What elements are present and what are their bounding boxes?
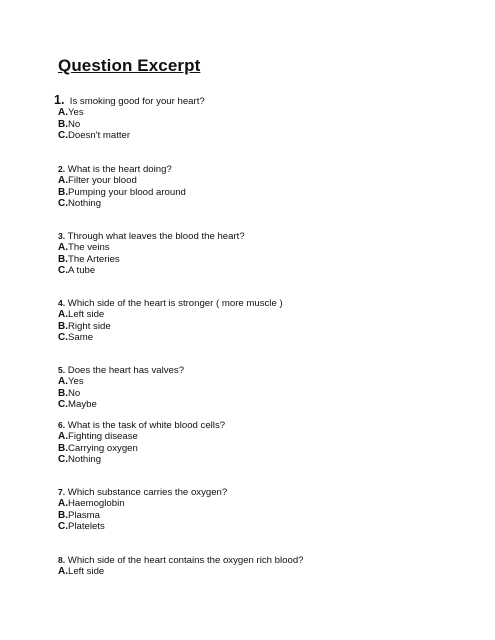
question-8 bbox=[58, 555, 304, 578]
question-1 bbox=[54, 93, 205, 142]
question-text: Is smoking good for your heart? bbox=[69, 96, 205, 107]
option-b: B.Right side bbox=[58, 320, 111, 332]
question-text: Which substance carries the oxygen? bbox=[67, 487, 228, 498]
option-c: C.Nothing bbox=[58, 198, 102, 210]
option-b: B.Plasma bbox=[58, 509, 100, 521]
question-number: 1. bbox=[54, 93, 65, 107]
option-a: A.Left side bbox=[58, 309, 105, 321]
option-b: B.Pumping your blood around bbox=[58, 186, 186, 198]
option-c: C.A tube bbox=[58, 265, 96, 277]
question-text: What is the task of white blood cells? bbox=[67, 420, 226, 431]
option-a: A.Fighting disease bbox=[58, 431, 138, 443]
option-b: B.No bbox=[58, 387, 81, 399]
option-c: C.Same bbox=[58, 332, 94, 344]
question-number: 2. bbox=[58, 164, 66, 174]
option-c: C.Nothing bbox=[58, 454, 102, 466]
option-a: A.Yes bbox=[58, 376, 84, 388]
question-text: Does the heart has valves? bbox=[67, 365, 185, 376]
question-text: What is the heart doing? bbox=[67, 164, 172, 175]
question-3 bbox=[58, 231, 245, 277]
question-number: 7. bbox=[58, 487, 66, 497]
question-5 bbox=[58, 365, 184, 411]
option-c: C.Platelets bbox=[58, 521, 105, 533]
question-number: 6. bbox=[58, 420, 66, 430]
page-title: Question Excerpt bbox=[58, 56, 201, 75]
question-number: 8. bbox=[58, 555, 66, 565]
question-text: Through what leaves the blood the heart? bbox=[67, 231, 245, 242]
option-b: B.Carrying oxygen bbox=[58, 442, 138, 454]
question-number: 4. bbox=[58, 298, 66, 308]
question-4 bbox=[58, 298, 283, 344]
option-a: A.Left side bbox=[58, 566, 105, 578]
option-a: A.Haemoglobin bbox=[58, 498, 125, 510]
option-b: B.The Arteries bbox=[58, 253, 120, 265]
question-number: 5. bbox=[58, 365, 66, 375]
question-text: Which side of the heart is stronger ( more muscle ) bbox=[67, 298, 283, 309]
option-a: A.Yes bbox=[58, 107, 84, 119]
option-c: C.Maybe bbox=[58, 399, 97, 411]
question-text: Which side of the heart contains the oxygen rich blood? bbox=[67, 555, 304, 566]
option-a: A.The veins bbox=[58, 242, 110, 254]
question-7 bbox=[58, 487, 227, 533]
question-2 bbox=[58, 164, 186, 210]
option-c: C.Doesn't matter bbox=[58, 130, 131, 142]
question-6 bbox=[58, 420, 225, 466]
option-a: A.Filter your blood bbox=[58, 175, 137, 187]
option-b: B.No bbox=[58, 118, 81, 130]
question-number: 3. bbox=[58, 231, 66, 241]
